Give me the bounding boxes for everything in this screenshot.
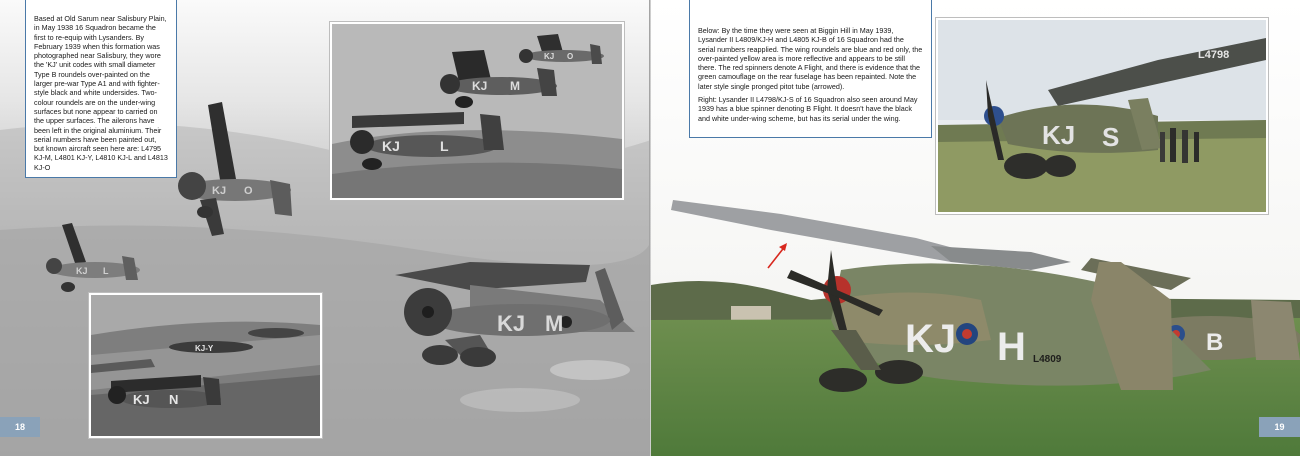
aircraft-code-label: KJ: [1042, 120, 1076, 150]
aircraft-code-label: KJ: [472, 79, 488, 93]
aircraft-code-label: KJ: [382, 138, 400, 154]
aircraft-code-letter: O: [244, 185, 253, 197]
page-number: 18: [0, 417, 40, 437]
aircraft-code-letter: L: [440, 138, 449, 154]
aircraft-code-letter: B: [1206, 329, 1224, 356]
aircraft-code-label: KJ-Y: [195, 344, 214, 353]
kj-s-inset-photo: [936, 18, 1268, 214]
caption-text-below: Below: By the time they were seen at Biggin Hill in May 1939, Lysander II L4809/KJ-H and L4805 KJ-B of 16 Squadron had the serial numbers reapplied. The wing roundels are blue and red only, the over-painted yellow area is more reflective and appears to be still there. The red spinners denote A Flight, and there is evidence that the green camouflage on the rear fuselage has been repainted. Note the later style single pronged pitot tube (arrowed).: [698, 26, 923, 91]
aircraft-serial: L4809: [1033, 354, 1062, 365]
aircraft-code-letter: S: [1102, 122, 1120, 152]
aircraft-code-letter: N: [169, 392, 179, 407]
aircraft-code-letter: M: [510, 79, 520, 93]
aircraft-code-letter: O: [567, 52, 574, 61]
aircraft-serial: L4798: [1198, 49, 1230, 61]
aircraft-code-letter: M: [545, 311, 564, 336]
aircraft-code-label: KJ: [133, 392, 150, 407]
caption-text: Based at Old Sarum near Salisbury Plain, in May 1938 16 Squadron became the first to re-equip with Lysanders. By February 1939 when this formation was photographed near Salisbury, they wore the 'KJ' unit codes with small diameter Type B roundels over-painted on the larger pre-war Type A1 and with fighter-style black and white undersides. Two-colour roundels are on the under-wing surfaces but none appear to carried on the upper surfaces. The ailerons have been left in the original aluminium. Their serial numbers have been painted out, but known aircraft seen here are: L4795 KJ-M, L4801 KJ-Y, L4810 KJ-L and L4813 KJ-O: [34, 14, 168, 172]
aircraft-code-letter: H: [997, 325, 1026, 369]
aircraft-code-letter: L: [103, 266, 109, 276]
low-level-inset-photo: [89, 293, 322, 438]
page-number: 19: [1259, 417, 1300, 437]
right-page: [651, 0, 1300, 456]
aircraft-code-label: KJ: [544, 52, 555, 61]
photo-caption: [25, 0, 177, 178]
aircraft-code-label: KJ: [76, 266, 88, 276]
photo-caption: [689, 0, 932, 138]
aircraft-code-label: KJ: [212, 185, 227, 197]
aircraft-code-label: KJ: [497, 311, 526, 336]
caption-text-right: Right: Lysander II L4798/KJ-S of 16 Squadron also seen around May 1939 has a blue spinner denoting B Flight. It doesn't have the black and white under-wing scheme, but has its serial under the wing.: [698, 95, 918, 123]
formation-inset-photo: [330, 22, 624, 200]
aircraft-code-label: KJ: [905, 317, 957, 361]
